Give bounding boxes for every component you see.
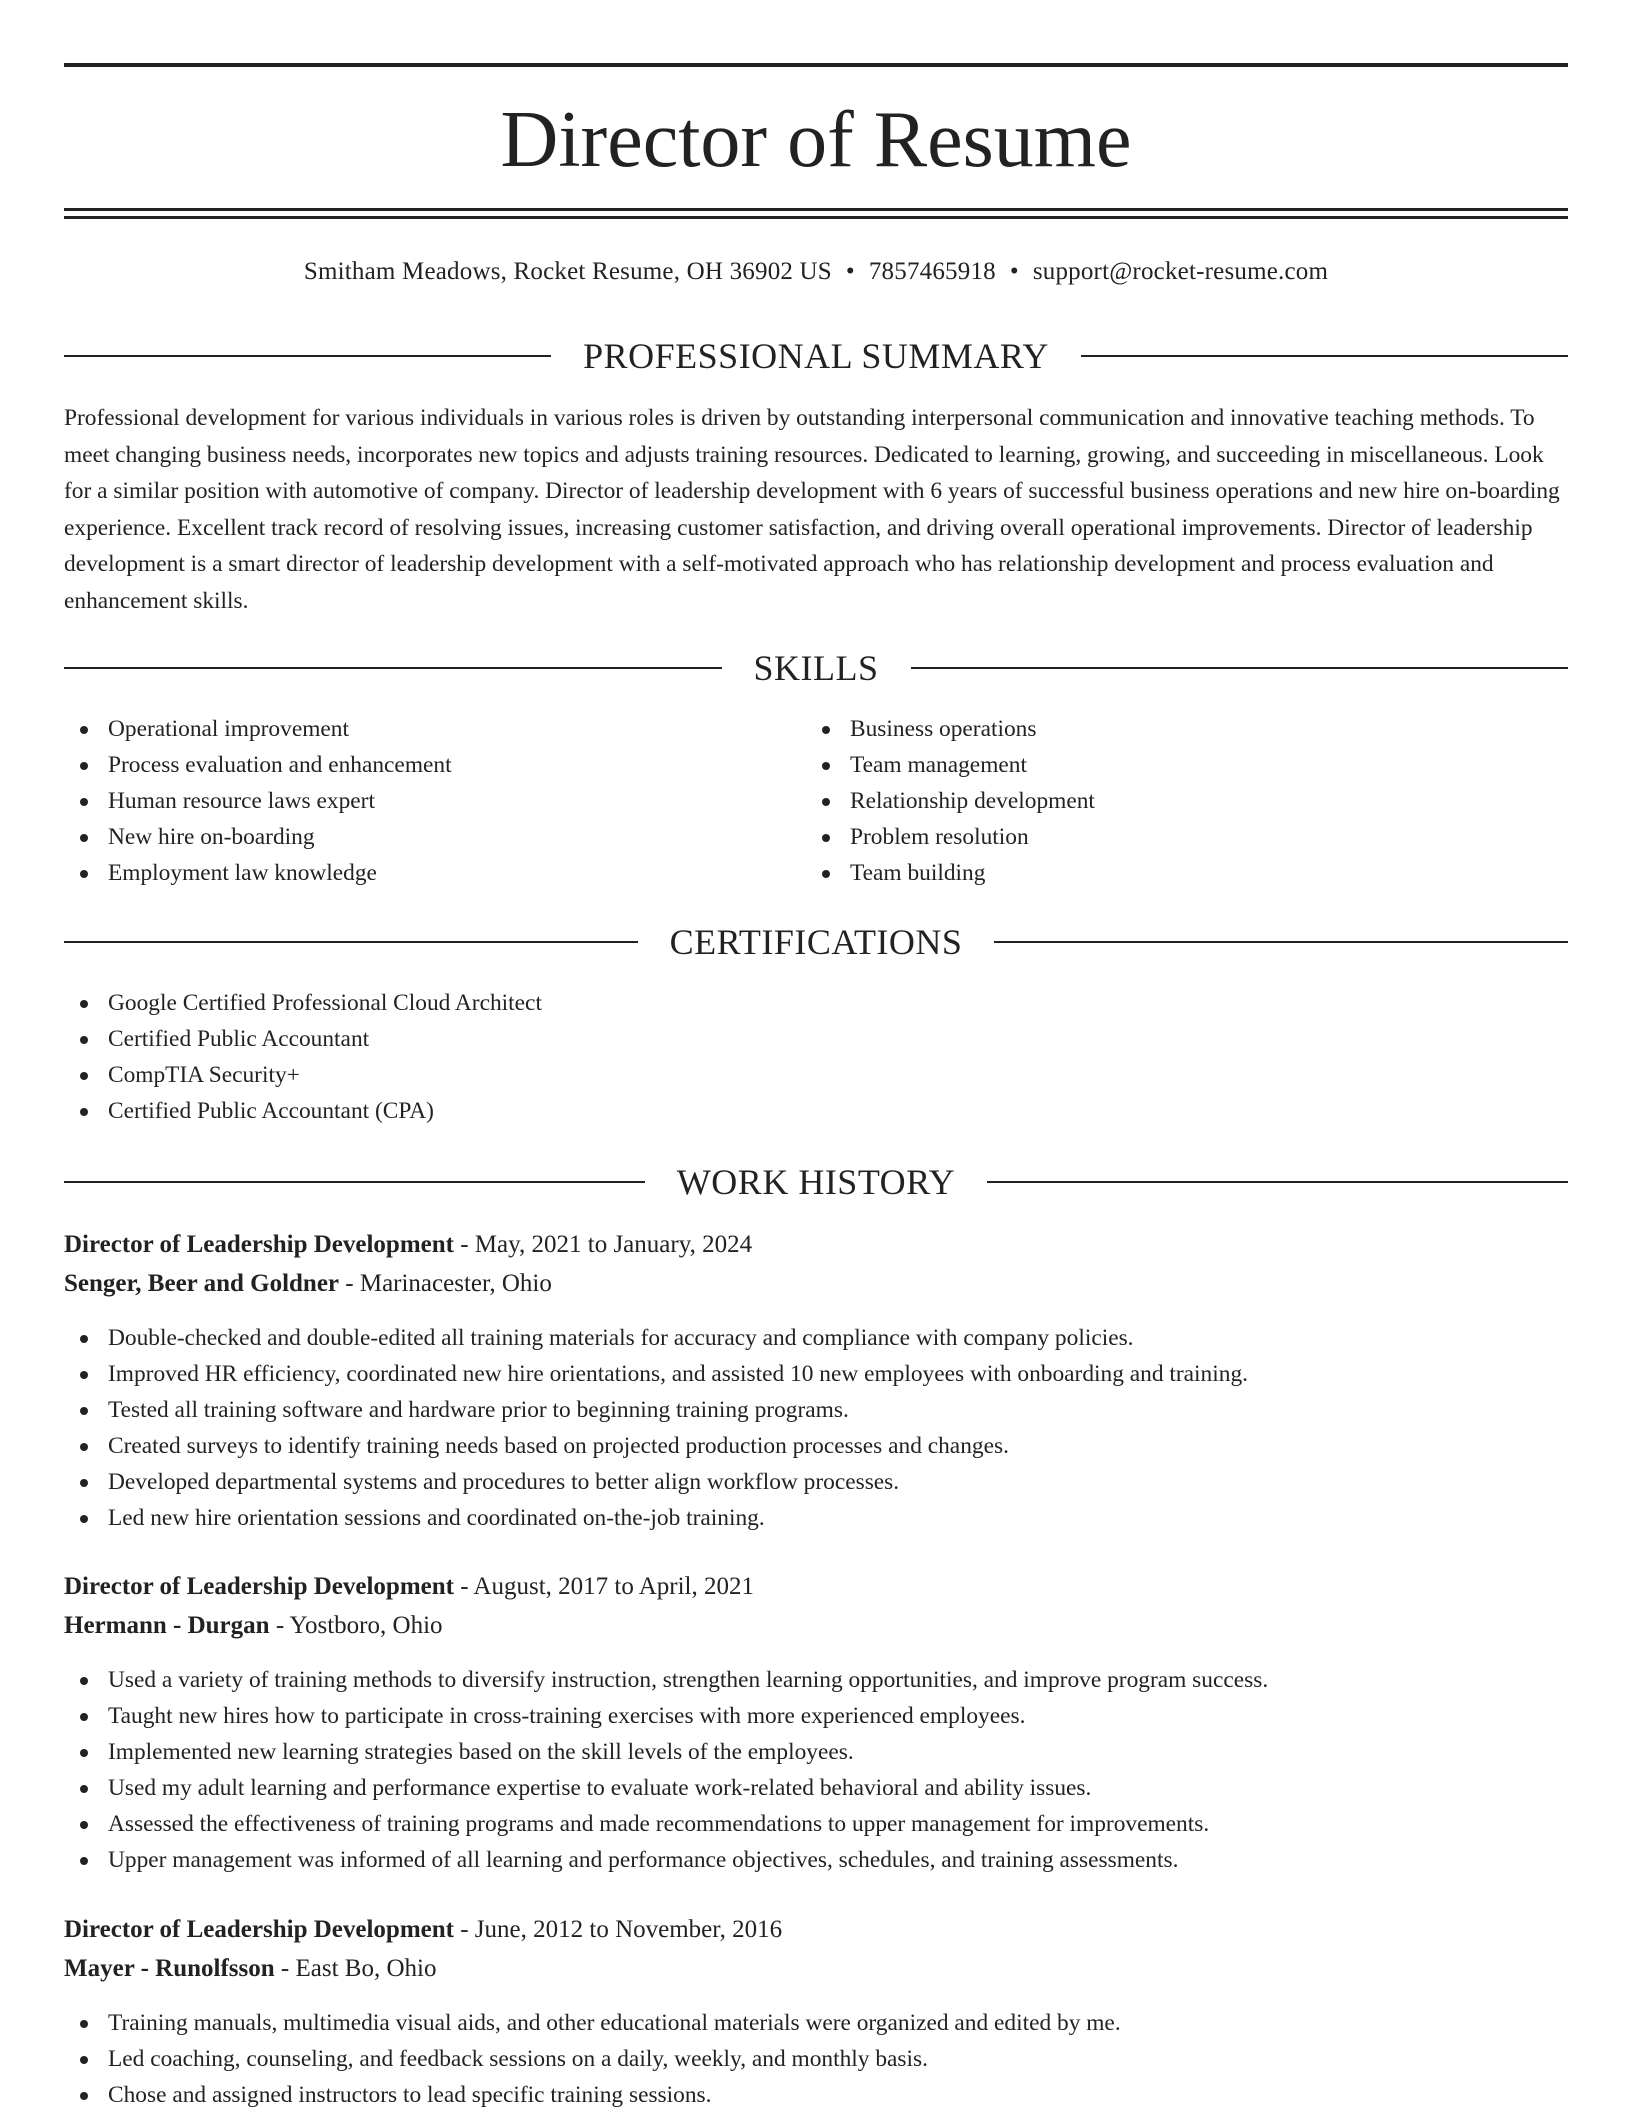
- heading-rule-left: [64, 667, 722, 669]
- resume-name: Director of Resume: [500, 96, 1132, 184]
- list-item: Used a variety of training methods to diversify instruction, strengthen learning opportunities, and improve program success.: [64, 1662, 1268, 1698]
- skills-heading: [64, 646, 1568, 690]
- list-item: Created surveys to identify training needs based on projected production processes and changes.: [64, 1428, 1248, 1464]
- list-item: Taught new hires how to participate in cross-training exercises with more experienced employees.: [64, 1698, 1268, 1734]
- summary-heading: [64, 334, 1568, 378]
- job-title-line: [64, 1227, 752, 1263]
- list-item: Improved HR efficiency, coordinated new hire orientations, and assisted 10 new employees with onboarding and training.: [64, 1356, 1248, 1392]
- job-location: - Yostboro, Ohio: [269, 1612, 443, 1639]
- job-duties-list: [64, 1320, 1248, 1536]
- job-duties-list: [64, 1662, 1268, 1878]
- list-item: Operational improvement: [64, 711, 452, 747]
- heading-rule-right: [911, 667, 1569, 669]
- list-item: Team management: [806, 747, 1095, 783]
- job-company-line: [64, 1608, 443, 1644]
- job-title: Director of Leadership Development: [64, 1231, 454, 1258]
- contact-separator: •: [845, 258, 855, 285]
- contact-separator: •: [1009, 258, 1019, 285]
- job-dates: - May, 2021 to January, 2024: [453, 1231, 753, 1258]
- header-double-rule: [64, 208, 1568, 219]
- list-item: Chose and assigned instructors to lead specific training sessions.: [64, 2077, 1121, 2113]
- list-item: Team building: [806, 855, 1095, 891]
- heading-rule-left: [64, 355, 551, 357]
- heading-rule-left: [64, 1181, 645, 1183]
- job-title: Director of Leadership Development: [64, 1916, 454, 1943]
- list-item: Used my adult learning and performance expertise to evaluate work-related behavioral and ability issues.: [64, 1770, 1268, 1806]
- job-company: Senger, Beer and Goldner: [64, 1270, 340, 1297]
- certifications-heading-text: CERTIFICATIONS: [669, 922, 963, 962]
- list-item: Implemented new learning strategies based on the skill levels of the employees.: [64, 1734, 1268, 1770]
- job-title: Director of Leadership Development: [64, 1573, 454, 1600]
- header-top-rule: [64, 63, 1568, 67]
- heading-rule-right: [994, 941, 1568, 943]
- list-item: Business operations: [806, 711, 1095, 747]
- summary-paragraph: Professional development for various individuals in various roles is driven by outstanding interpersonal communication and innovative teaching methods. To meet changing business needs, incorporates new topics and adjusts training resources. Dedicated to learning, growing, and succeeding in miscellaneous. Look for a similar position with automotive of company. Director of leadership development with 6 years of successful business operations and new hire on-boarding experience. Excellent track record of resolving issues, increasing customer satisfaction, and driving overall operational improvements. Director of leadership development is a smart director of leadership development with a self-motivated approach who has relationship development and process evaluation and enhancement skills.: [64, 405, 1560, 614]
- summary-heading-text: PROFESSIONAL SUMMARY: [583, 336, 1049, 376]
- list-item: Double-checked and double-edited all training materials for accuracy and compliance with company policies.: [64, 1320, 1248, 1356]
- job-company-line: [64, 1951, 436, 1987]
- job-title-line: [64, 1912, 782, 1948]
- skills-heading-text: SKILLS: [753, 648, 879, 688]
- list-item: Assessed the effectiveness of training programs and made recommendations to upper management for improvements.: [64, 1806, 1268, 1842]
- certifications-list: [64, 985, 542, 1129]
- job-location: - East Bo, Ohio: [274, 1955, 437, 1982]
- job-dates: - June, 2012 to November, 2016: [453, 1916, 783, 1943]
- skills-list-right: [806, 711, 1095, 891]
- work-history-heading-text: WORK HISTORY: [676, 1162, 956, 1202]
- list-item: CompTIA Security+: [64, 1057, 542, 1093]
- job-duties-list: [64, 2005, 1121, 2113]
- heading-rule-right: [987, 1181, 1568, 1183]
- list-item: Human resource laws expert: [64, 783, 452, 819]
- list-item: Process evaluation and enhancement: [64, 747, 452, 783]
- list-item: Employment law knowledge: [64, 855, 452, 891]
- job-title-line: [64, 1569, 754, 1605]
- list-item: New hire on-boarding: [64, 819, 452, 855]
- list-item: Training manuals, multimedia visual aids, and other educational materials were organized and edited by me.: [64, 2005, 1121, 2041]
- list-item: Developed departmental systems and procedures to better align workflow processes.: [64, 1464, 1248, 1500]
- list-item: Google Certified Professional Cloud Architect: [64, 985, 542, 1021]
- contact-phone: 7857465918: [868, 258, 996, 285]
- list-item: Led coaching, counseling, and feedback sessions on a daily, weekly, and monthly basis.: [64, 2041, 1121, 2077]
- work-history-heading: [64, 1160, 1568, 1204]
- job-company: Mayer - Runolfsson: [64, 1955, 275, 1982]
- heading-rule-right: [1081, 355, 1568, 357]
- job-location: - Marinacester, Ohio: [339, 1270, 552, 1297]
- list-item: Upper management was informed of all learning and performance objectives, schedules, and training assessments.: [64, 1842, 1268, 1878]
- certifications-heading: [64, 920, 1568, 964]
- skills-list-left: [64, 711, 452, 891]
- list-item: Problem resolution: [806, 819, 1095, 855]
- list-item: Relationship development: [806, 783, 1095, 819]
- contact-address: Smitham Meadows, Rocket Resume, OH 36902 US: [303, 258, 832, 285]
- contact-line: [64, 255, 1568, 289]
- job-company: Hermann - Durgan: [64, 1612, 270, 1639]
- job-dates: - August, 2017 to April, 2021: [453, 1573, 754, 1600]
- list-item: Certified Public Accountant: [64, 1021, 542, 1057]
- heading-rule-left: [64, 941, 638, 943]
- job-company-line: [64, 1266, 552, 1302]
- list-item: Tested all training software and hardware prior to beginning training programs.: [64, 1392, 1248, 1428]
- list-item: Led new hire orientation sessions and coordinated on-the-job training.: [64, 1500, 1248, 1536]
- list-item: Certified Public Accountant (CPA): [64, 1093, 542, 1129]
- contact-email: support@rocket-resume.com: [1032, 258, 1329, 285]
